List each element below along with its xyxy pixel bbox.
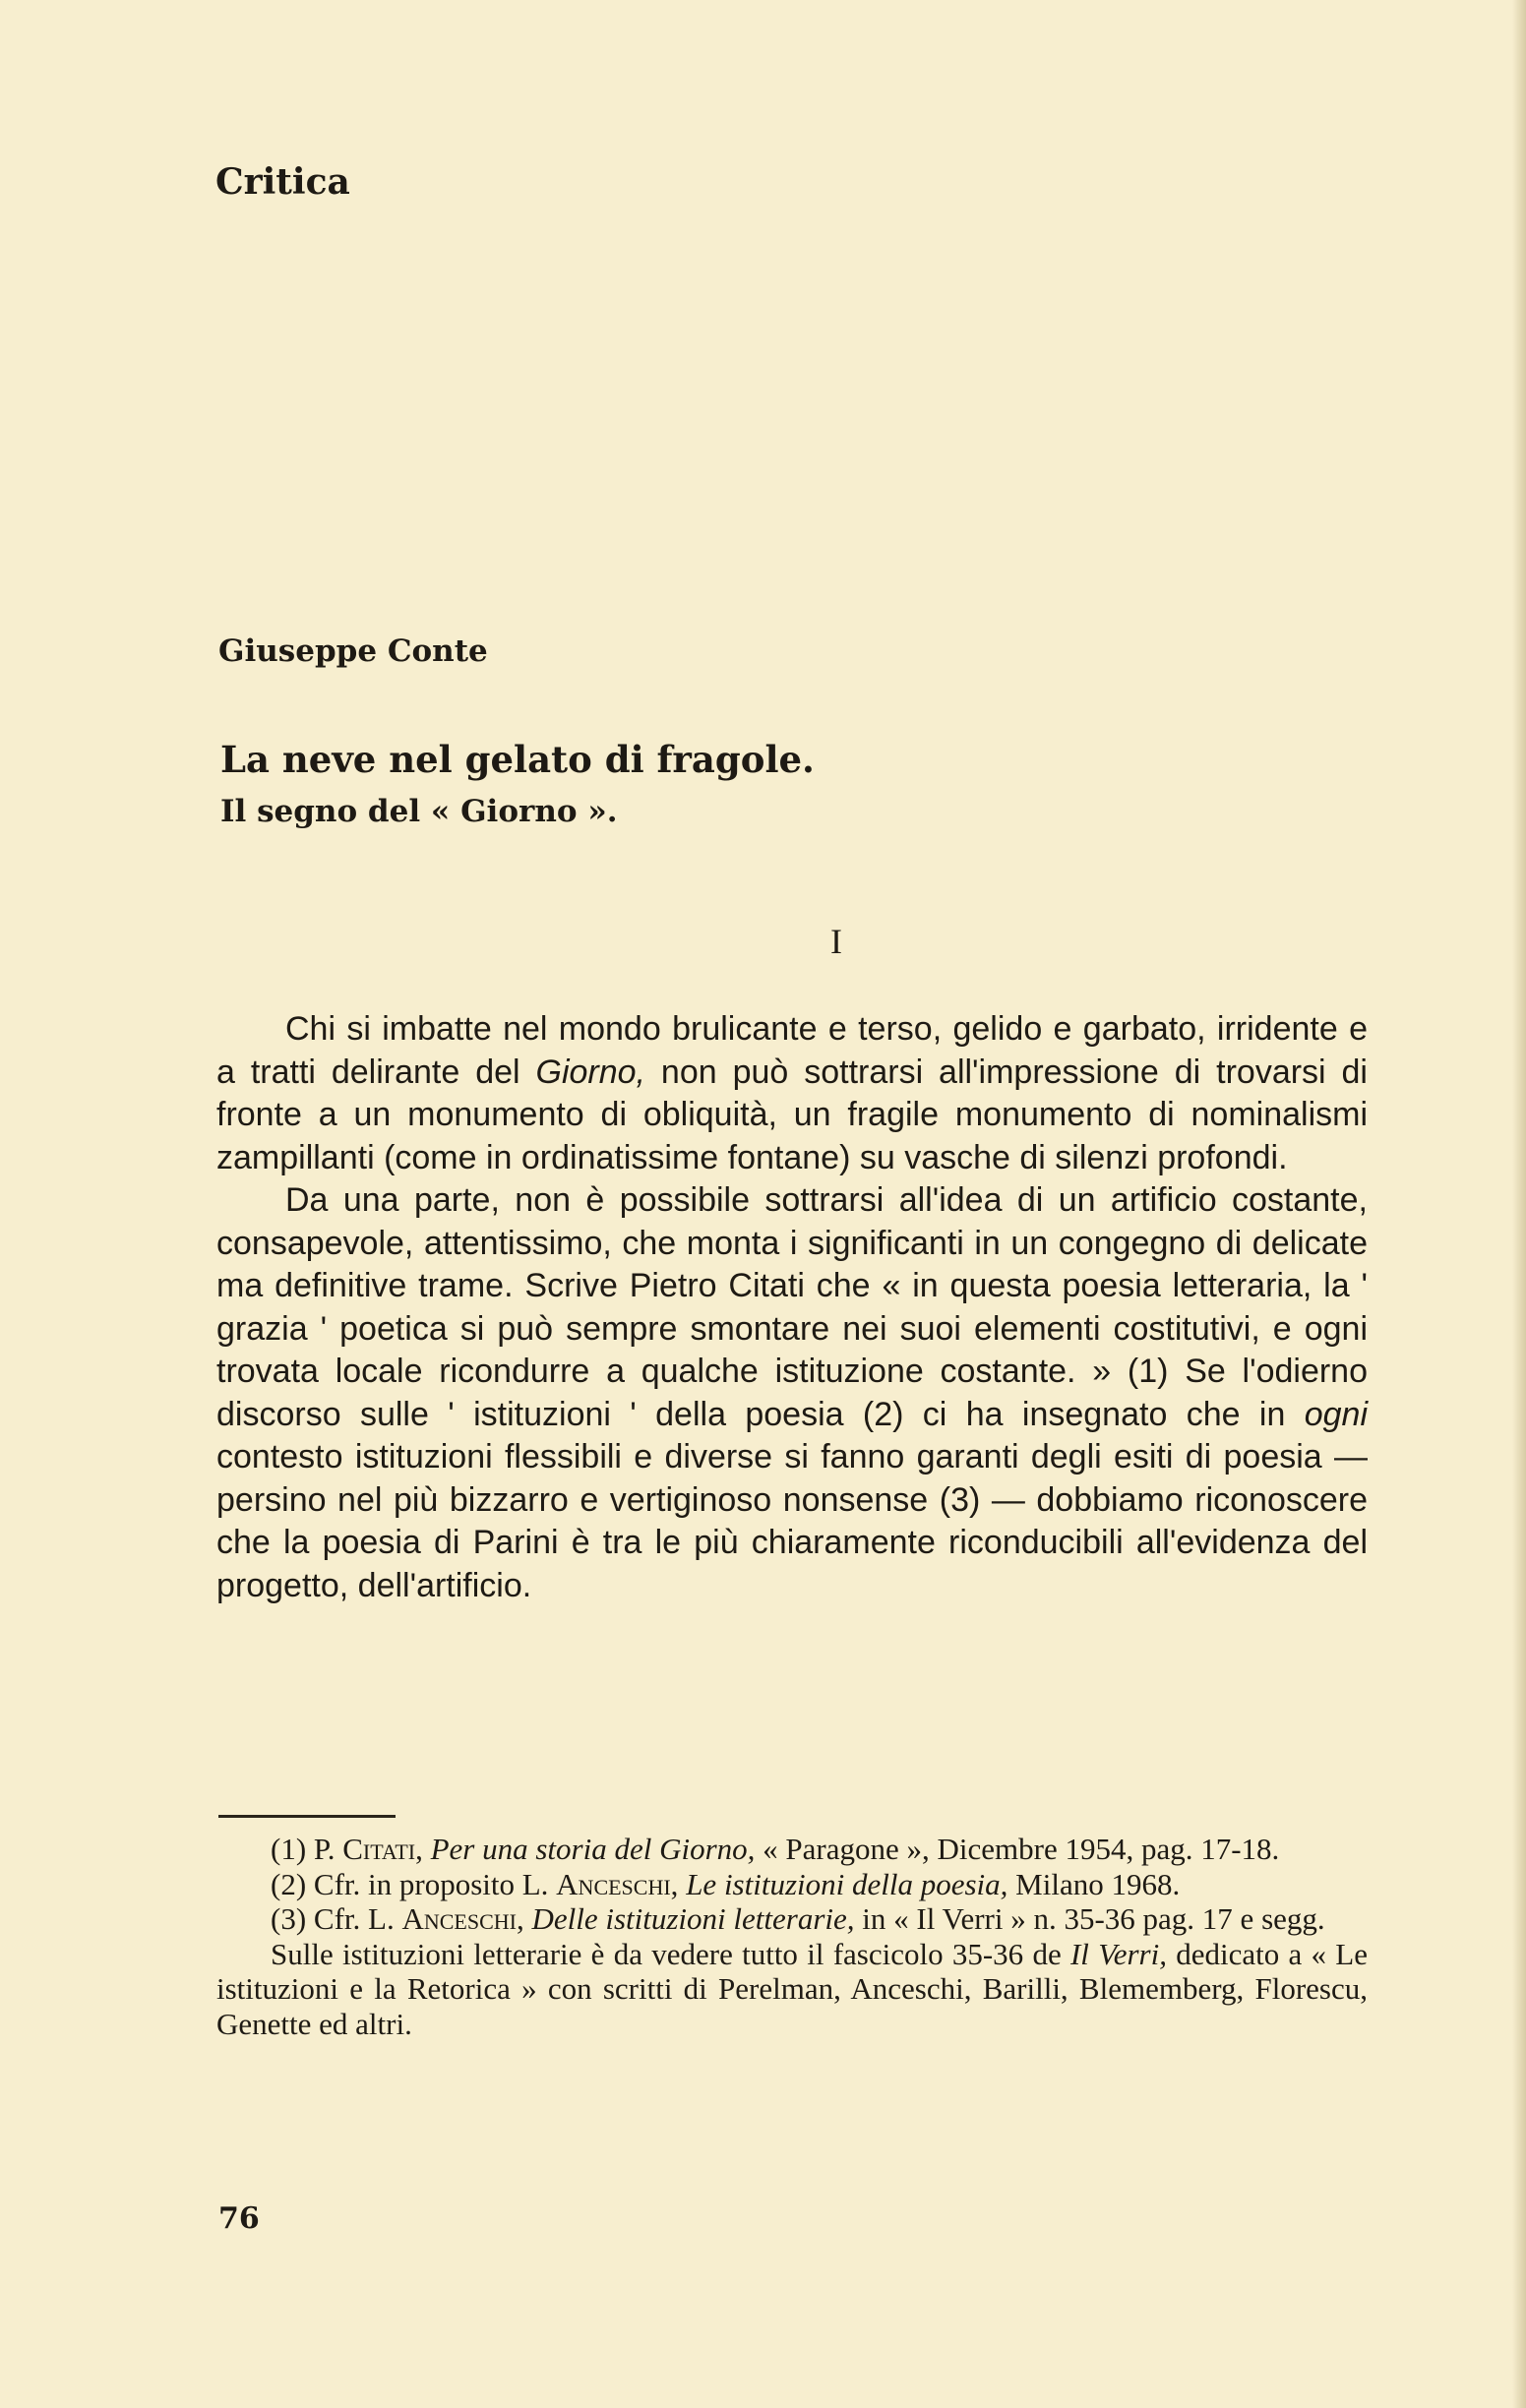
body-text [216, 1008, 1368, 1607]
footnote-1-rest: « Paragone », Dicembre 1954, pag. 17-18. [755, 1832, 1280, 1866]
footnote-1-prefix: (1) P. [271, 1832, 343, 1866]
chapter-numeral: I [830, 922, 842, 961]
footnote-3-prefix: (3) Cfr. L. [271, 1901, 402, 1936]
paragraph-2-italic-word: ogni [1304, 1395, 1368, 1433]
article-title: La neve nel gelato di fragole. [220, 738, 815, 781]
paragraph-1 [216, 1008, 1368, 1179]
article-author: Giuseppe Conte [218, 633, 488, 669]
footnote-4-prefix: Sulle istituzioni letterarie è da vedere tutto il fascicolo 35-36 de [271, 1936, 1070, 1971]
paragraph-1-italic-title: Giorno, [535, 1053, 645, 1091]
footnote-2 [216, 1867, 1368, 1902]
paragraph-2-text-b: contesto istituzioni flessibili e diverse si fanno garanti degli esiti di poesia — persino nel più bizzarro e vertiginoso nonsense (3) — dobbiamo riconoscere che la poesia di Parini è tra le più chiaramente riconducibili all'evidenza del progetto, dell'artificio. [216, 1438, 1368, 1604]
footnote-2-prefix: (2) Cfr. in proposito L. [271, 1866, 557, 1901]
footnote-3 [216, 1901, 1368, 1937]
footnote-2-author: Anceschi, [556, 1866, 679, 1901]
footnote-rule [218, 1815, 396, 1818]
footnote-4 [216, 1937, 1368, 2042]
footnote-2-rest: Milano 1968. [1007, 1866, 1181, 1901]
footnote-3-author: Anceschi, [401, 1901, 524, 1936]
footnote-3-title: Delle istituzioni letterarie, [531, 1901, 855, 1936]
page-number: 76 [218, 2201, 260, 2236]
footnote-2-title: Le istituzioni della poesia, [686, 1866, 1008, 1901]
footnote-1-title: Per una storia del Giorno, [430, 1832, 756, 1866]
footnote-3-rest: in « Il Verri » n. 35-36 pag. 17 e segg. [854, 1901, 1325, 1936]
page-edge-shadow [1512, 0, 1526, 2408]
paragraph-2 [216, 1179, 1368, 1607]
footnote-1 [216, 1832, 1368, 1867]
footnote-1-author: Citati, [342, 1832, 423, 1866]
paragraph-2-text-a: Da una parte, non è possibile sottrarsi all'idea di un artificio costante, consapevole, attentissimo, che monta i significanti in un congegno di delicate ma definitive trame. Scrive Pietro Citati che « in questa poesia letteraria, la ' grazia ' poetica si può sempre smontare nei suoi elementi costitutivi, e ogni trovata locale ricondurre a qualche istituzione costante. » (1) Se l'odierno discorso sulle ' istituzioni ' della poesia (2) ci ha insegnato che in [216, 1181, 1368, 1433]
footnote-4-rest: dedicato a « Le istituzioni e la Retorica » con scritti di Perelman, Anceschi, Barilli, Blememberg, Florescu, Genette ed altri. [216, 1936, 1368, 2041]
paragraph-1-text-b: non può sottrarsi all'impressione di trovarsi di fronte a un monumento di obliquità, un fragile monumento di nominalismi zampillanti (come in ordinatissime fontane) su vasche di silenzi profondi. [216, 1053, 1368, 1176]
footnotes [216, 1832, 1368, 2041]
paragraph-1-text-a: Chi si imbatte nel mondo brulicante e terso, gelido e garbato, irridente e a tratti delirante del [216, 1010, 1368, 1091]
section-label: Critica [215, 161, 350, 203]
article-subtitle: Il segno del « Giorno ». [220, 794, 618, 829]
footnote-4-title: Il Verri, [1069, 1936, 1167, 1971]
